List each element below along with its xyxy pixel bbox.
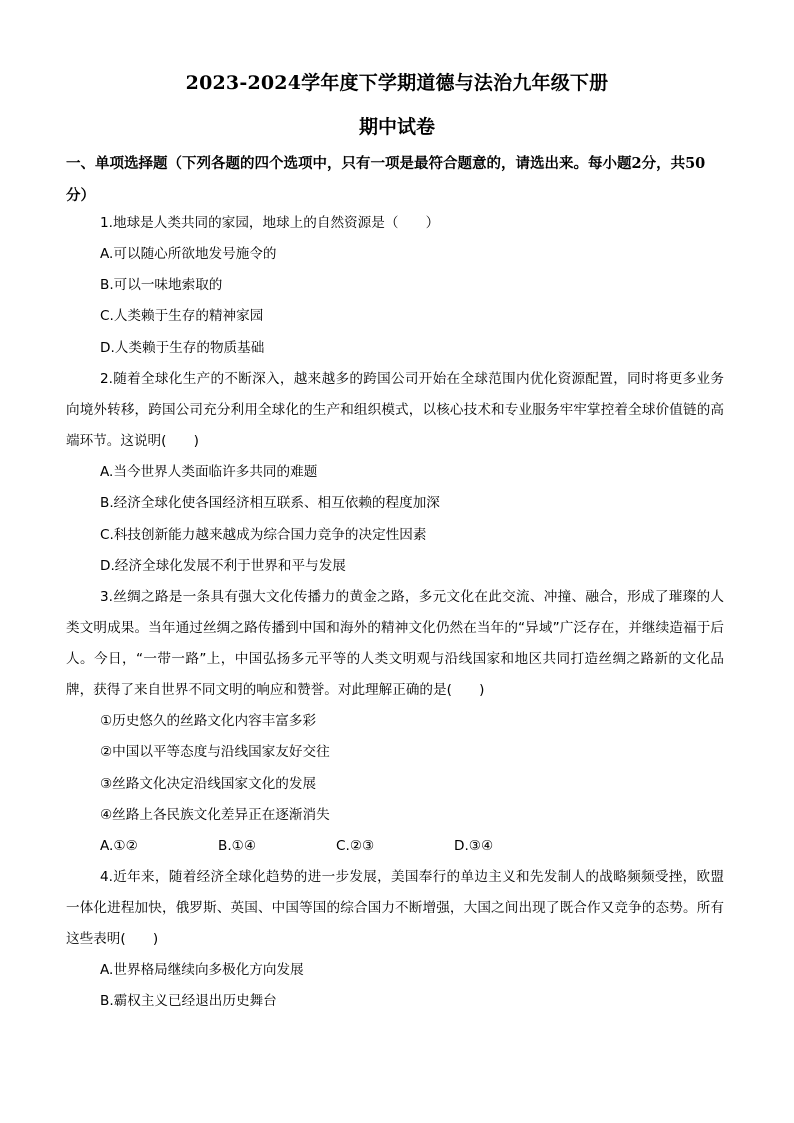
exam-subtitle: 期中试卷 bbox=[358, 116, 435, 138]
question-2-option-d: D.经济全球化发展不利于世界和平与发展 bbox=[100, 558, 346, 574]
question-3-option-c: C.②③ bbox=[336, 838, 375, 854]
question-3-item-1: ①历史悠久的丝路文化内容丰富多彩 bbox=[100, 713, 317, 729]
question-3-item-4: ④丝路上各民族文化差异正在逐渐消失 bbox=[100, 807, 330, 823]
question-3-item-3: ③丝路文化决定沿线国家文化的发展 bbox=[100, 776, 317, 792]
question-3-options bbox=[100, 837, 720, 855]
question-4-stem: 4.近年来，随着经济全球化趋势的进一步发展，美国奉行的单边主义和先发制人的战略频频受挫，欧盟一体化进程加快，俄罗斯、英国、中国等国的综合国力不断增强，大国之间出现了既合作又竞争的态势。所有这些表明( ) bbox=[66, 869, 724, 947]
question-3-stem: 3.丝绸之路是一条具有强大文化传播力的黄金之路，多元文化在此交流、冲撞、融合，形成了璀璨的人类文明成果。当年通过丝绸之路传播到中国和海外的精神文化仍然在当年的“异域”广泛存在，并继续造福于后人。今日，“一带一路”上，中国弘扬多元平等的人类文明观与沿线国家和地区共同打造丝绸之路新的文化品牌，获得了来自世界不同文明的响应和赞誉。对此理解正确的是( ) bbox=[66, 589, 724, 698]
question-1-option-d: D.人类赖于生存的物质基础 bbox=[100, 340, 265, 356]
question-3-option-d: D.③④ bbox=[454, 838, 494, 854]
section-heading: 一、单项选择题（下列各题的四个选项中，只有一项是最符合题意的，请选出来。每小题2分，共50分） bbox=[66, 155, 706, 204]
question-2-stem: 2.随着全球化生产的不断深入，越来越多的跨国公司开始在全球范围内优化资源配置，同时将更多业务向境外转移，跨国公司充分利用全球化的生产和组织模式，以核心技术和专业服务牢牢掌控着全球价值链的高端环节。这说明( ) bbox=[66, 371, 724, 449]
question-4-option-a: A.世界格局继续向多极化方向发展 bbox=[100, 962, 304, 978]
question-3-option-a: A.①② bbox=[100, 838, 138, 854]
question-1-option-c: C.人类赖于生存的精神家园 bbox=[100, 308, 264, 324]
question-1-stem: 1.地球是人类共同的家园，地球上的自然资源是（ ） bbox=[100, 215, 440, 231]
question-2-option-c: C.科技创新能力越来越成为综合国力竞争的决定性因素 bbox=[100, 527, 427, 543]
question-2-option-a: A.当今世界人类面临许多共同的难题 bbox=[100, 464, 318, 480]
question-1-option-a: A.可以随心所欲地发号施令的 bbox=[100, 246, 277, 262]
question-2-option-b: B.经济全球化使各国经济相互联系、相互依赖的程度加深 bbox=[100, 495, 440, 511]
exam-title: 2023-2024学年度下学期道德与法治九年级下册 bbox=[185, 72, 609, 94]
question-3-item-2: ②中国以平等态度与沿线国家友好交往 bbox=[100, 744, 330, 760]
question-4-option-b: B.霸权主义已经退出历史舞台 bbox=[100, 993, 277, 1009]
question-3-option-b: B.①④ bbox=[218, 838, 257, 854]
question-1-option-b: B.可以一味地索取的 bbox=[100, 277, 223, 293]
